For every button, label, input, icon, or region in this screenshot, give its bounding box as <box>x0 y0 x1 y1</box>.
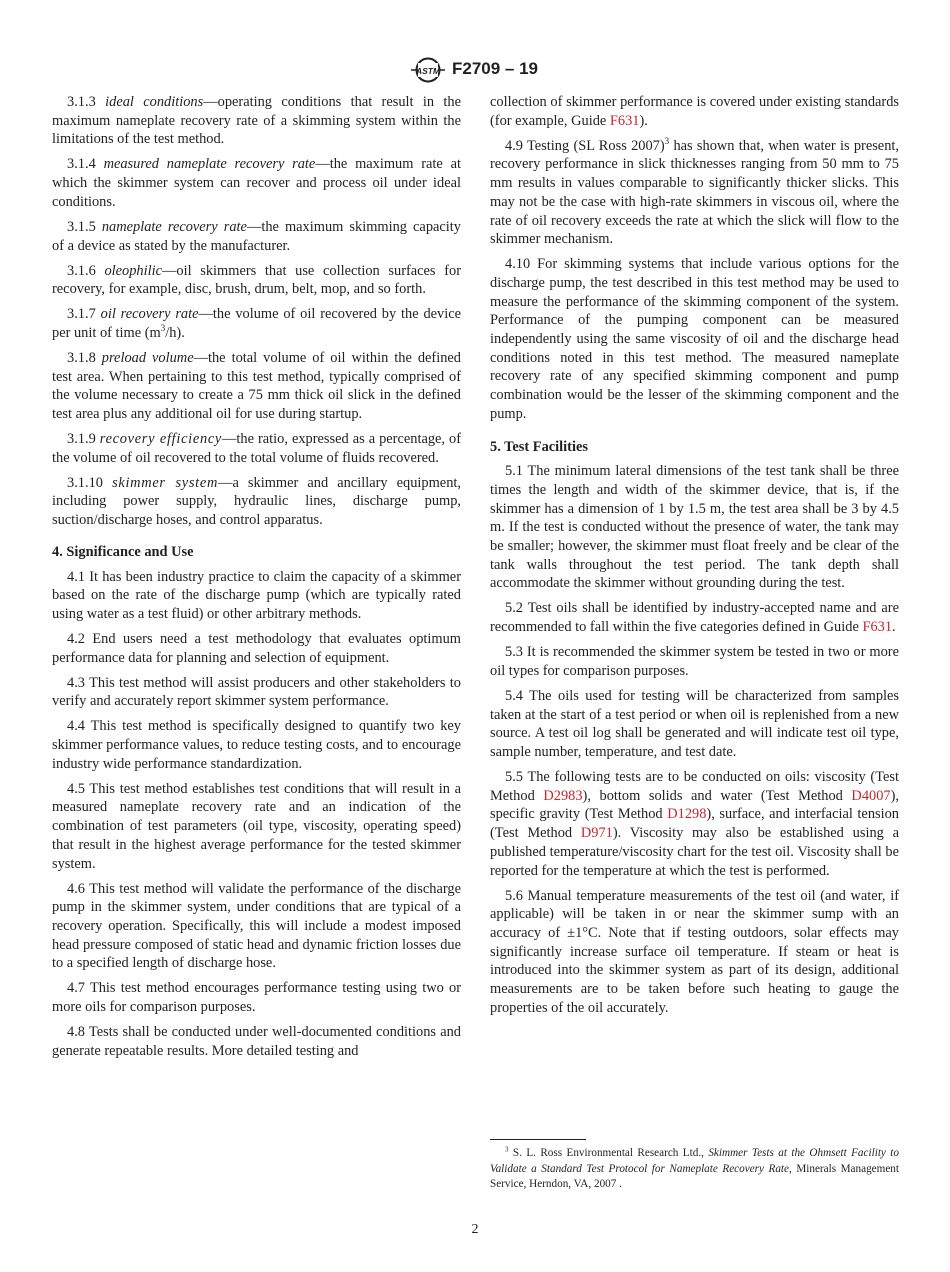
term: skimmer system <box>112 474 219 491</box>
reference-link-d4007[interactable]: D4007 <box>851 787 891 804</box>
definition-3-1-8: 3.1.8 preload volume—the total volume of oil within the defined test area. When pertaining to this test method, typically comprised of the volume necessary to create a 75 mm thick oil slick in the defined test area plus any additional oil for use during startup. <box>52 349 461 423</box>
paragraph-4-6: 4.6 This test method will validate the performance of the discharge pump in the skimmer system, under conditions that are typical of a recovery operation. Specifically, this will include a modest imposed head pressure composed of static head and dynamic friction losses due to a specified length of discharge hose. <box>52 880 461 972</box>
logo-text: ASTM <box>415 66 441 76</box>
paragraph-4-5: 4.5 This test method establishes test conditions that will result in a measured nameplate recovery rate and an indication of the combination of test parameters (oil type, viscosity, operating speed) that result in the highest average performance for the tested skimmer system. <box>52 780 461 872</box>
paragraph-5-4: 5.4 The oils used for testing will be characterized from samples taken at the start of a test period or when oil is replenished from a new source. A test oil log shall be generated and will indicate test oil type, sample number, temperature, and test date. <box>490 687 899 760</box>
paragraph-5-1: 5.1 The minimum lateral dimensions of the test tank shall be three times the length and width of the skimmer device, that is, if the skimmer has a dimension of 1 by 1.5 m, the test area shall be 3 by 4.5 m. If the test is conducted without the presence of water, the tank may be smaller; however, the skimmer must float freely and be clear of the tank walls throughout the test period. The tank depth shall accommodate the skimmer without grounding during the test. <box>490 463 899 592</box>
term: oleophilic <box>104 262 163 279</box>
definition-3-1-4: 3.1.4 measured nameplate recovery rate—the maximum rate at which the skimmer system can recover and process oil under ideal conditions. <box>52 156 461 210</box>
term: ideal conditions <box>105 94 204 110</box>
definition-3-1-5: 3.1.5 nameplate recovery rate—the maximum skimming capacity of a device as stated by the manufacturer. <box>52 218 461 254</box>
paragraph-5-2: 5.2 Test oils shall be identified by industry-accepted name and are recommended to fall within the five categories defined in Guide F631. <box>490 600 899 636</box>
paragraph-4-8-continued: collection of skimmer performance is covered under existing standards (for example, Guide F631). <box>490 94 899 129</box>
reference-link-f631[interactable]: F631 <box>609 112 640 129</box>
paragraph-4-3: 4.3 This test method will assist producers and other stakeholders to verify and accurately report skimmer system performance. <box>52 674 461 710</box>
reference-link-d1298[interactable]: D1298 <box>667 806 707 823</box>
left-column <box>52 93 461 1067</box>
term: preload volume <box>101 349 194 366</box>
paragraph-4-9: 4.9 Testing (SL Ross 2007)$^3$ has shown that, when water is present, recovery performance in slick thicknesses ranging from 50 mm to 75 mm results in values comparable to significantly thicker slicks. This may not be the case with high-rate skimmers in viscous oil, where the rate of oil recovery exceeds the rate at which the slick will flow to the skimmer mechanism. <box>490 135 899 248</box>
term: measured nameplate recovery rate <box>103 156 316 173</box>
definition-3-1-9: 3.1.9 recovery efficiency—the ratio, expressed as a percentage, of the volume of oil recovered to the total volume of fluids recovered. <box>52 431 461 466</box>
term: nameplate recovery rate <box>101 218 247 235</box>
section-5-heading: 5. Test Facilities <box>490 438 588 455</box>
paragraph-4-4: 4.4 This test method is specifically designed to quantify two key skimmer performance values, to reduce testing costs, and to encourage industry wide performance standardization. <box>52 718 461 772</box>
page-number: 2 <box>471 1222 479 1237</box>
paragraph-4-10: 4.10 For skimming systems that include various options for the discharge pump, the test described in this test method may be used to measure the performance of the skimming component of the system. Performance of the pumping component can be measured independently using the same viscosity of oil and the discharge head conditions noted in this test method. The measured nameplate recovery rate of any specified skimming component and pump combination would be the lesser of the skimming component and the pump. <box>490 256 899 422</box>
paragraph-4-1: 4.1 It has been industry practice to claim the capacity of a skimmer based on the rate of the discharge pump (which are typically rated using water as a test fluid) or other arbitrary methods. <box>52 568 461 622</box>
reference-link-f631[interactable]: F631 <box>862 619 893 636</box>
reference-link-d971[interactable]: D971 <box>580 825 613 842</box>
paragraph-5-3: 5.3 It is recommended the skimmer system be tested in two or more oil types for comparison purposes. <box>490 644 899 679</box>
paragraph-4-7: 4.7 This test method encourages performance testing using two or more oils for comparison purposes. <box>52 980 461 1016</box>
footnote-divider <box>490 1139 586 1140</box>
astm-logo-icon <box>409 57 447 83</box>
definition-3-1-7: 3.1.7 oil recovery rate—the volume of oil recovered by the device per unit of time $(m^3/h)$. <box>52 306 461 341</box>
paragraph-4-8: 4.8 Tests shall be conducted under well-documented conditions and generate repeatable results. More detailed testing and <box>52 1024 461 1059</box>
paragraph-5-6: 5.6 Manual temperature measurements of the test oil (and water, if applicable) will be taken in or near the skimmer sump with an accuracy of ±1°C. Note that if testing outdoors, solar effects may significantly increase surface oil temperature. If steam or heat is introduced into the skimmer system as part of its design, additional measurements are to be taken before such heating to gauge the properties of the oil accurately. <box>490 887 899 1016</box>
right-column <box>490 93 899 1024</box>
definition-3-1-10: 3.1.10 skimmer system—a skimmer and ancillary equipment, including power supply, hydraulic lines, discharge pump, suction/discharge hoses, and control apparatus. <box>52 474 461 529</box>
document-designation: F2709 – 19 <box>452 59 539 78</box>
footnote-title: Skimmer Tests at the Ohmsett Facility to Validate a Standard Test Protocol for Nameplate Recovery Rate <box>490 1147 899 1175</box>
paragraph-5-5: 5.5 The following tests are to be conducted on oils: viscosity (Test Method D2983), bottom solids and water (Test Method D4007), specific gravity (Test Method D1298), surface, and interfacial tension (Test Method D971). Viscosity may also be established using a published temperature/viscosity chart for the test oil. Viscosity shall be reported for the temperature at which the test is performed. <box>490 768 900 879</box>
definition-3-1-6: 3.1.6 oleophilic—oil skimmers that use collection surfaces for recovery, for example, disc, brush, drum, belt, mop, and so forth. <box>52 262 461 298</box>
term: recovery efficiency <box>99 431 223 448</box>
section-4-heading: 4. Significance and Use <box>52 543 194 560</box>
footnote-3: $^3$ S. L. Ross Environmental Research Ltd., Skimmer Tests at the Ohmsett Facility to Validate a Standard Test Protocol for Nameplate Recovery Rate, Minerals Management Service, Herndon, VA, 2007 . <box>490 1145 900 1191</box>
definition-3-1-3: 3.1.3 ideal conditions—operating conditions that result in the maximum nameplate recovery rate of a skimming system within the limitations of the test method. <box>52 94 461 148</box>
page-header <box>0 57 950 83</box>
term: oil recovery rate <box>100 306 199 323</box>
reference-link-d2983[interactable]: D2983 <box>543 787 583 804</box>
footnote-marker: 3 <box>664 135 670 146</box>
paragraph-4-2: 4.2 End users need a test methodology that evaluates optimum performance data for planning and selection of equipment. <box>52 630 461 666</box>
